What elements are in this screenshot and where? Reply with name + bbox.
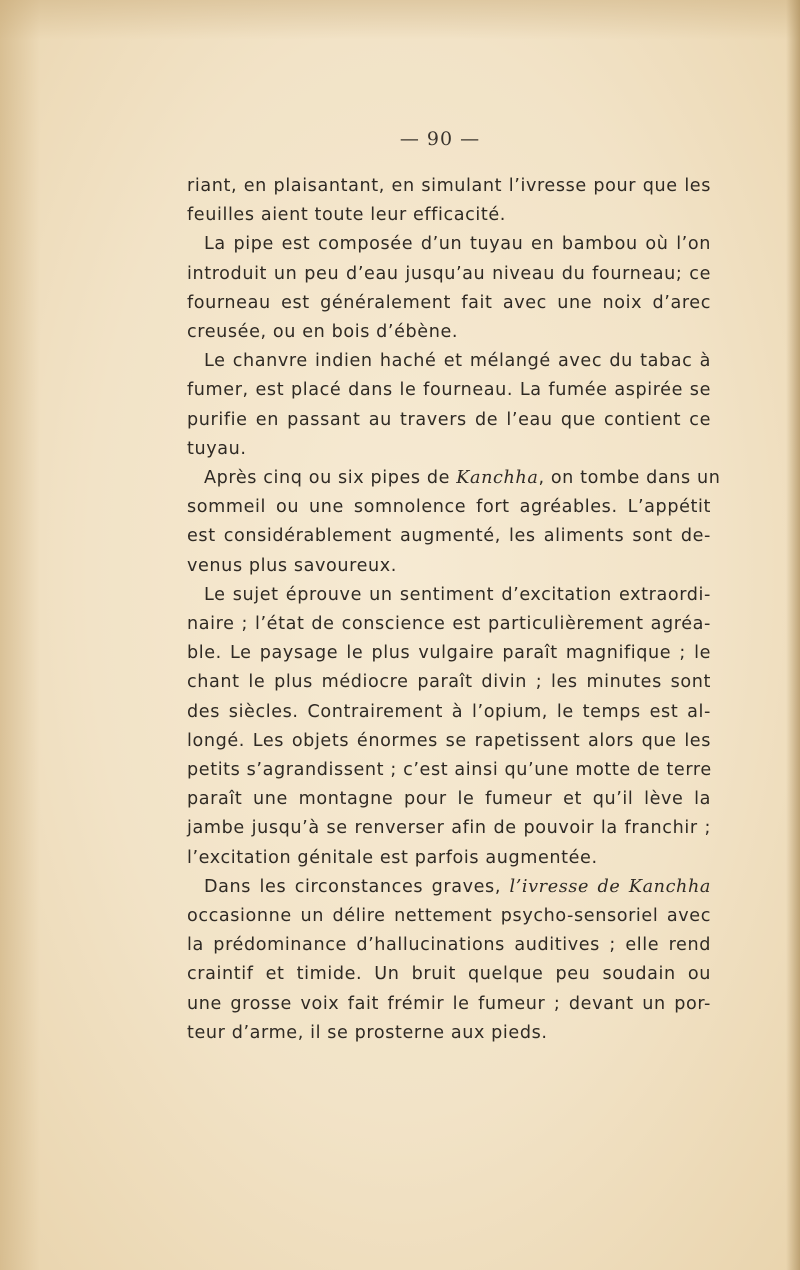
- text-line: riant, en plaisantant, en simulant l’ivresse pour que les: [187, 176, 711, 196]
- text-segment: Dans les circonstances graves,: [204, 876, 510, 897]
- text-line: feuilles aient toute leur efficacité.: [187, 205, 506, 226]
- text-line: occasionne un délire nettement psycho-sensoriel avec: [187, 906, 711, 927]
- text-line: ble. Le paysage le plus vulgaire paraît magnifique ; le: [187, 643, 711, 664]
- text-line: jambe jusqu’à se renverser afin de pouvoir la franchir ;: [187, 818, 711, 839]
- text-line: longé. Les objets énormes se rapetissent alors que les: [187, 730, 711, 751]
- page-shadow-top: [0, 0, 800, 40]
- text-segment: Après cinq ou six pipes de: [204, 468, 457, 489]
- text-line: tuyau.: [187, 438, 247, 459]
- page-shadow-left: [0, 0, 40, 1270]
- page-edge-right: [786, 0, 800, 1270]
- text-line: introduit un peu d’eau jusqu’au niveau du fourneau; ce: [187, 263, 711, 284]
- text-line: sommeil ou une somnolence fort agréables. L’appétit: [187, 497, 711, 518]
- text-line: Le sujet éprouve un sentiment d’excitation extraordi-: [204, 584, 711, 605]
- text-line: creusée, ou en bois d’ébène.: [187, 322, 459, 343]
- text-line: chant le plus médiocre paraît divin ; les minutes sont: [187, 672, 711, 693]
- text-line: fumer, est placé dans le fourneau. La fumée aspirée se: [187, 380, 711, 401]
- text-line: teur d’arme, il se prosterne aux pieds.: [187, 1022, 548, 1043]
- text-line: l’excitation génitale est parfois augmentée.: [187, 847, 598, 868]
- italic-term: Kanchha: [456, 468, 539, 489]
- text-line: une grosse voix fait frémir le fumeur ; devant un por-: [187, 993, 711, 1014]
- text-line: des siècles. Contrairement à l’opium, le temps est al-: [187, 701, 711, 722]
- text-line: [187, 464, 721, 493]
- text-line: [187, 873, 711, 902]
- text-segment: , on tombe dans un: [538, 468, 721, 489]
- body-text: [187, 172, 721, 1048]
- text-line: la prédominance d’hallucinations auditives ; elle rend: [187, 935, 711, 956]
- text-line: petits s’agrandissent ; c’est ainsi qu’une motte de terre: [187, 760, 712, 781]
- text-line: paraît une montagne pour le fumeur et qu’il lève la: [187, 789, 711, 810]
- page-number: — 90 —: [399, 128, 481, 150]
- text-line: La pipe est composée d’un tuyau en bambou où l’on: [204, 234, 711, 255]
- text-line: naire ; l’état de conscience est particulièrement agréa-: [187, 614, 711, 635]
- text-line: Le chanvre indien haché et mélangé avec du tabac à: [204, 351, 711, 372]
- text-line: fourneau est généralement fait avec une noix d’arec: [187, 292, 711, 313]
- italic-term: l’ivresse de Kanchha: [509, 876, 711, 897]
- text-line: est considérablement augmenté, les aliments sont de-: [187, 526, 711, 547]
- text-line: purifie en passant au travers de l’eau que contient ce: [187, 409, 711, 430]
- text-line: craintif et timide. Un bruit quelque peu soudain ou: [187, 964, 711, 985]
- text-line: venus plus savoureux.: [187, 555, 397, 576]
